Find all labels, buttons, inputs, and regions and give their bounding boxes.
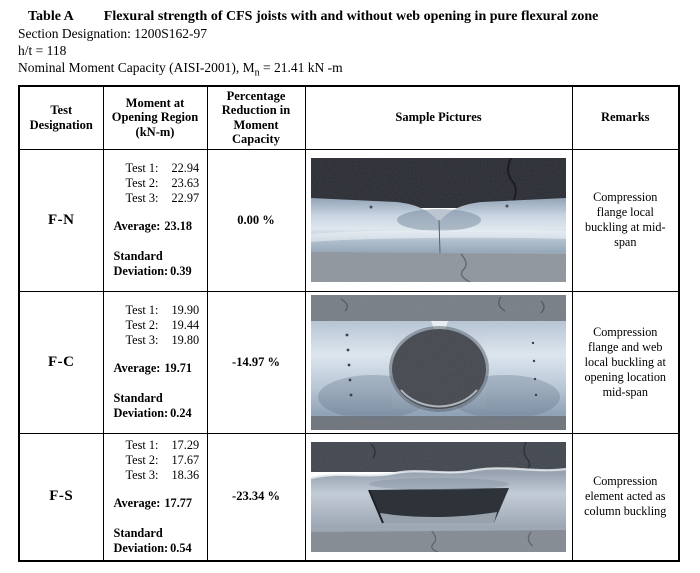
table-row	[19, 291, 679, 433]
moment-cell-fc	[103, 291, 207, 433]
table-row	[19, 149, 679, 291]
joist-no-opening-flange-buckling-photo	[311, 158, 566, 282]
table-header-row	[19, 86, 679, 150]
sample-picture-cell-fn	[305, 149, 572, 291]
header-remarks: Remarks	[572, 86, 679, 150]
table-caption	[18, 8, 700, 25]
joist-circular-web-opening-buckling-photo	[311, 295, 566, 430]
section-designation-line: Section Designation: 1200S162-97	[18, 26, 207, 41]
moment-cell-fs	[103, 433, 207, 561]
header-sample-pictures: Sample Pictures	[305, 86, 572, 150]
average-fc: Average: 19.71	[113, 361, 193, 376]
average-fn: Average: 23.18	[113, 219, 193, 234]
header-percentage-reduction: Percentage Reduction in Moment Capacity	[207, 86, 305, 150]
header-moment-opening-region: Moment at Opening Region (kN-m)	[103, 86, 207, 150]
remarks-fn: Compression flange local buckling at mid-span	[572, 149, 679, 291]
test-values-fs: Test 1: 17.29 Test 2: 17.67 Test 3: 18.36	[125, 437, 200, 482]
remarks-fs: Compression element acted as column buckling	[572, 433, 679, 561]
average-fs: Average: 17.77	[113, 495, 193, 510]
reduction-fn: 0.00 %	[207, 149, 305, 291]
table-label: Table A	[28, 9, 74, 24]
std-deviation-fn: Standard Deviation: 0.39	[113, 249, 192, 279]
flexural-strength-table	[18, 85, 680, 562]
reduction-fc: -14.97 %	[207, 291, 305, 433]
reduction-fs: -23.34 %	[207, 433, 305, 561]
test-designation-fc: F-C	[19, 291, 103, 433]
moment-cell-fn	[103, 149, 207, 291]
ht-ratio-line: h/t = 118	[18, 43, 67, 58]
test-values-fn: Test 1: 22.94 Test 2: 23.63 Test 3: 22.97	[125, 161, 200, 206]
sample-picture-cell-fs	[305, 433, 572, 561]
test-designation-fn: F-N	[19, 149, 103, 291]
sample-picture-cell-fc	[305, 291, 572, 433]
header-test-designation: Test Designation	[19, 86, 103, 150]
table-title: Flexural strength of CFS joists with and without web opening in pure flexural zone	[103, 9, 599, 24]
remarks-fc: Compression flange and web local buckling at opening location mid-span	[572, 291, 679, 433]
test-designation-fs: F-S	[19, 433, 103, 561]
joist-square-web-opening-column-buckling-photo	[311, 442, 566, 552]
table-row	[19, 433, 679, 561]
moment-subscript: n	[254, 67, 260, 79]
std-deviation-fs: Standard Deviation: 0.54	[113, 525, 192, 555]
std-deviation-fc: Standard Deviation: 0.24	[113, 391, 192, 421]
test-values-fc: Test 1: 19.90 Test 2: 19.44 Test 3: 19.80	[125, 303, 200, 348]
nominal-moment-line: Nominal Moment Capacity (AISI-2001), $M_n = 21.41$ kN -m	[18, 60, 343, 79]
